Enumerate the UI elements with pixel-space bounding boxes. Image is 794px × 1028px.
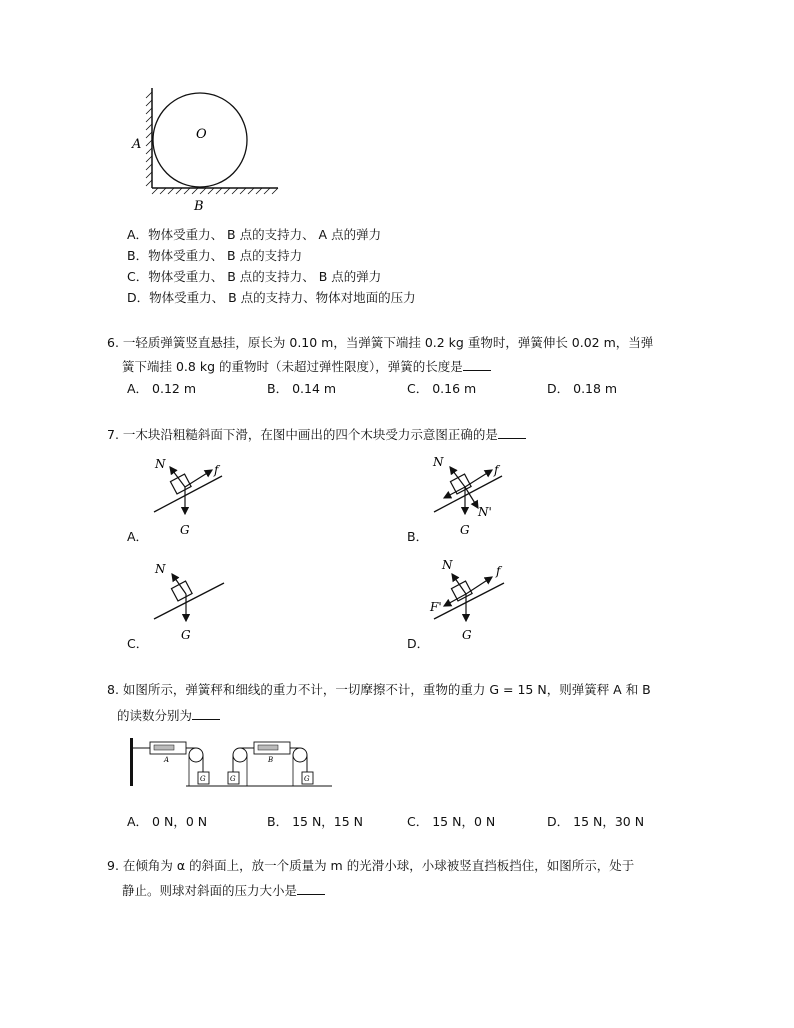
- q9-answer-blank[interactable]: [297, 882, 325, 895]
- q7d-label-N: N: [442, 558, 453, 572]
- q6-option-b[interactable]: B． 0.14 m: [267, 381, 337, 396]
- q6-stem-line1: 6. 一轻质弹簧竖直悬挂，原长为 0.10 m，当弹簧下端挂 0.2 kg 重物时，弹簧伸长 0.02 m，当弹: [107, 335, 654, 350]
- q7c-label-N: N: [155, 562, 166, 576]
- q7-figure-a[interactable]: [150, 452, 240, 537]
- q7d-label-f: f: [496, 564, 501, 578]
- q7c-label-G: G: [181, 628, 191, 642]
- q9-stem-line1: 9. 在倾角为 α 的斜面上，放一个质量为 m 的光滑小球，小球被竖直挡板挡住，如图所示，处于: [107, 858, 635, 873]
- q8-option-c[interactable]: C． 15 N，0 N: [407, 814, 496, 829]
- q7d-label-F-prime: F': [430, 600, 442, 614]
- q5-option-a[interactable]: A．物体受重力、 B 点的支持力、 A 点的弹力: [127, 227, 382, 242]
- circle-corner-figure: [128, 82, 288, 212]
- q7-option-d[interactable]: D．: [407, 636, 430, 651]
- q8-stem-line2: 的读数分别为: [117, 706, 220, 724]
- q8-answer-blank[interactable]: [192, 707, 220, 720]
- q8-label-A: A: [164, 756, 170, 764]
- q6-option-d[interactable]: D． 0.18 m: [547, 381, 618, 396]
- q6-stem-line2: 簧下端挂 0.8 kg 的重物时（未超过弹性限度），弹簧的长度是: [122, 357, 491, 375]
- q5-option-b[interactable]: B．物体受重力、 B 点的支持力: [127, 248, 303, 263]
- q5-option-d[interactable]: D．物体受重力、 B 点的支持力、物体对地面的压力: [127, 290, 416, 305]
- q6-option-c[interactable]: C． 0.16 m: [407, 381, 477, 396]
- label-O: O: [196, 127, 207, 142]
- q8-label-G3: G: [304, 775, 310, 783]
- q7-answer-blank[interactable]: [498, 426, 526, 439]
- q7-stem: 7. 一木块沿粗糙斜面下滑，在图中画出的四个木块受力示意图正确的是: [107, 425, 526, 443]
- label-A: A: [132, 137, 142, 152]
- q8-option-b[interactable]: B． 15 N，15 N: [267, 814, 364, 829]
- q8-spring-scale-figure: [126, 736, 336, 791]
- q9-stem-line2: 静止。则球对斜面的压力大小是: [122, 881, 325, 899]
- q7a-label-N: N: [155, 457, 166, 471]
- q8-option-d[interactable]: D． 15 N，30 N: [547, 814, 645, 829]
- q7-figure-c[interactable]: [150, 557, 240, 642]
- q7-option-c[interactable]: C．: [127, 636, 149, 651]
- label-B: B: [194, 199, 204, 214]
- q8-stem-line1: 8. 如图所示，弹簧秤和细线的重力不计，一切摩擦不计，重物的重力 G = 15 N，则弹簧秤 A 和 B: [107, 682, 651, 697]
- q7b-label-N-prime: N': [478, 505, 492, 519]
- q7b-label-N: N: [433, 455, 444, 469]
- q8-option-a[interactable]: A． 0 N，0 N: [127, 814, 208, 829]
- q5-option-c[interactable]: C．物体受重力、 B 点的支持力、 B 点的弹力: [127, 269, 382, 284]
- q6-option-a[interactable]: A． 0.12 m: [127, 381, 197, 396]
- q7d-label-G: G: [462, 628, 472, 642]
- q7a-label-f: f: [214, 463, 219, 477]
- q7-option-a[interactable]: A．: [127, 529, 149, 544]
- q7-figure-b[interactable]: [430, 452, 520, 537]
- q6-answer-blank[interactable]: [463, 358, 491, 371]
- q7-option-b[interactable]: B．: [407, 529, 429, 544]
- q8-label-B: B: [268, 756, 274, 764]
- q7b-label-f: f: [494, 463, 499, 477]
- q7b-label-G: G: [460, 523, 470, 537]
- q7a-label-G: G: [180, 523, 190, 537]
- q7-figure-d[interactable]: [430, 557, 520, 642]
- q8-label-G2: G: [230, 775, 236, 783]
- q8-label-G1: G: [200, 775, 206, 783]
